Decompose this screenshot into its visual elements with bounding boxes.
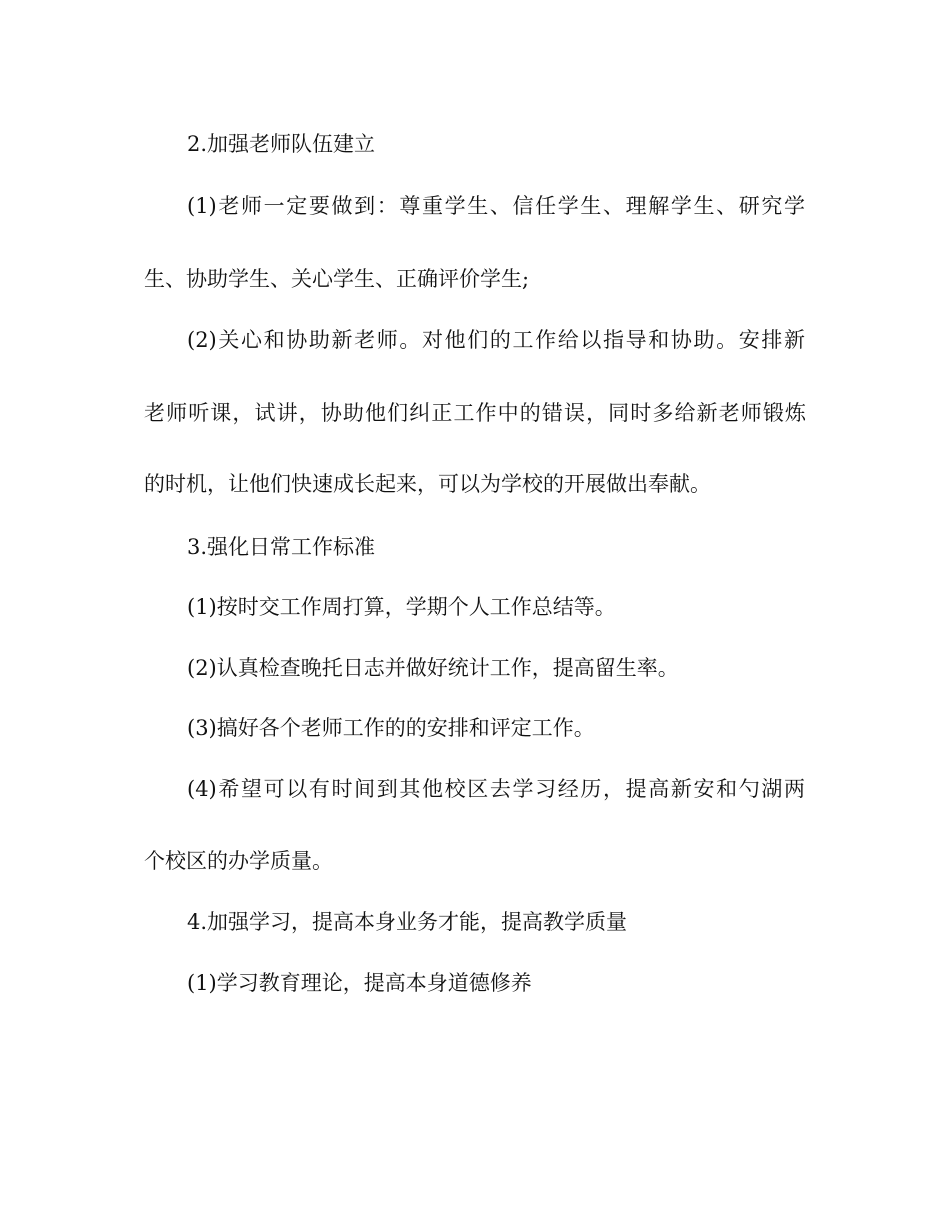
section-heading-2: 2.加强老师队伍建立 [187,132,376,156]
paragraph-line: (1)老师一定要做到：尊重学生、信任学生、理解学生、研究学 [187,194,805,218]
paragraph-line: 的时机，让他们快速成长起来，可以为学校的开展做出奉献。 [144,472,711,496]
paragraph-line: 老师听课，试讲，协助他们纠正工作中的错误，同时多给新老师锻炼 [144,401,806,425]
section-heading-4: 4.加强学习，提高本身业务才能，提高教学质量 [187,910,628,934]
paragraph-line: (2)关心和协助新老师。对他们的工作给以指导和协助。安排新 [187,328,805,352]
section-heading-3: 3.强化日常工作标准 [187,535,376,559]
paragraph-line: 个校区的办学质量。 [144,849,333,873]
paragraph-line: (4)希望可以有时间到其他校区去学习经历，提高新安和勺湖两 [187,777,805,801]
list-item: (1)学习教育理论，提高本身道德修养 [187,971,532,995]
list-item: (3)搞好各个老师工作的的安排和评定工作。 [187,716,595,740]
list-item: (2)认真检查晚托日志并做好统计工作，提高留生率。 [187,656,679,680]
paragraph-line: 生、协助学生、关心学生、正确评价学生; [144,267,530,291]
list-item: (1)按时交工作周打算，学期个人工作总结等。 [187,595,616,619]
